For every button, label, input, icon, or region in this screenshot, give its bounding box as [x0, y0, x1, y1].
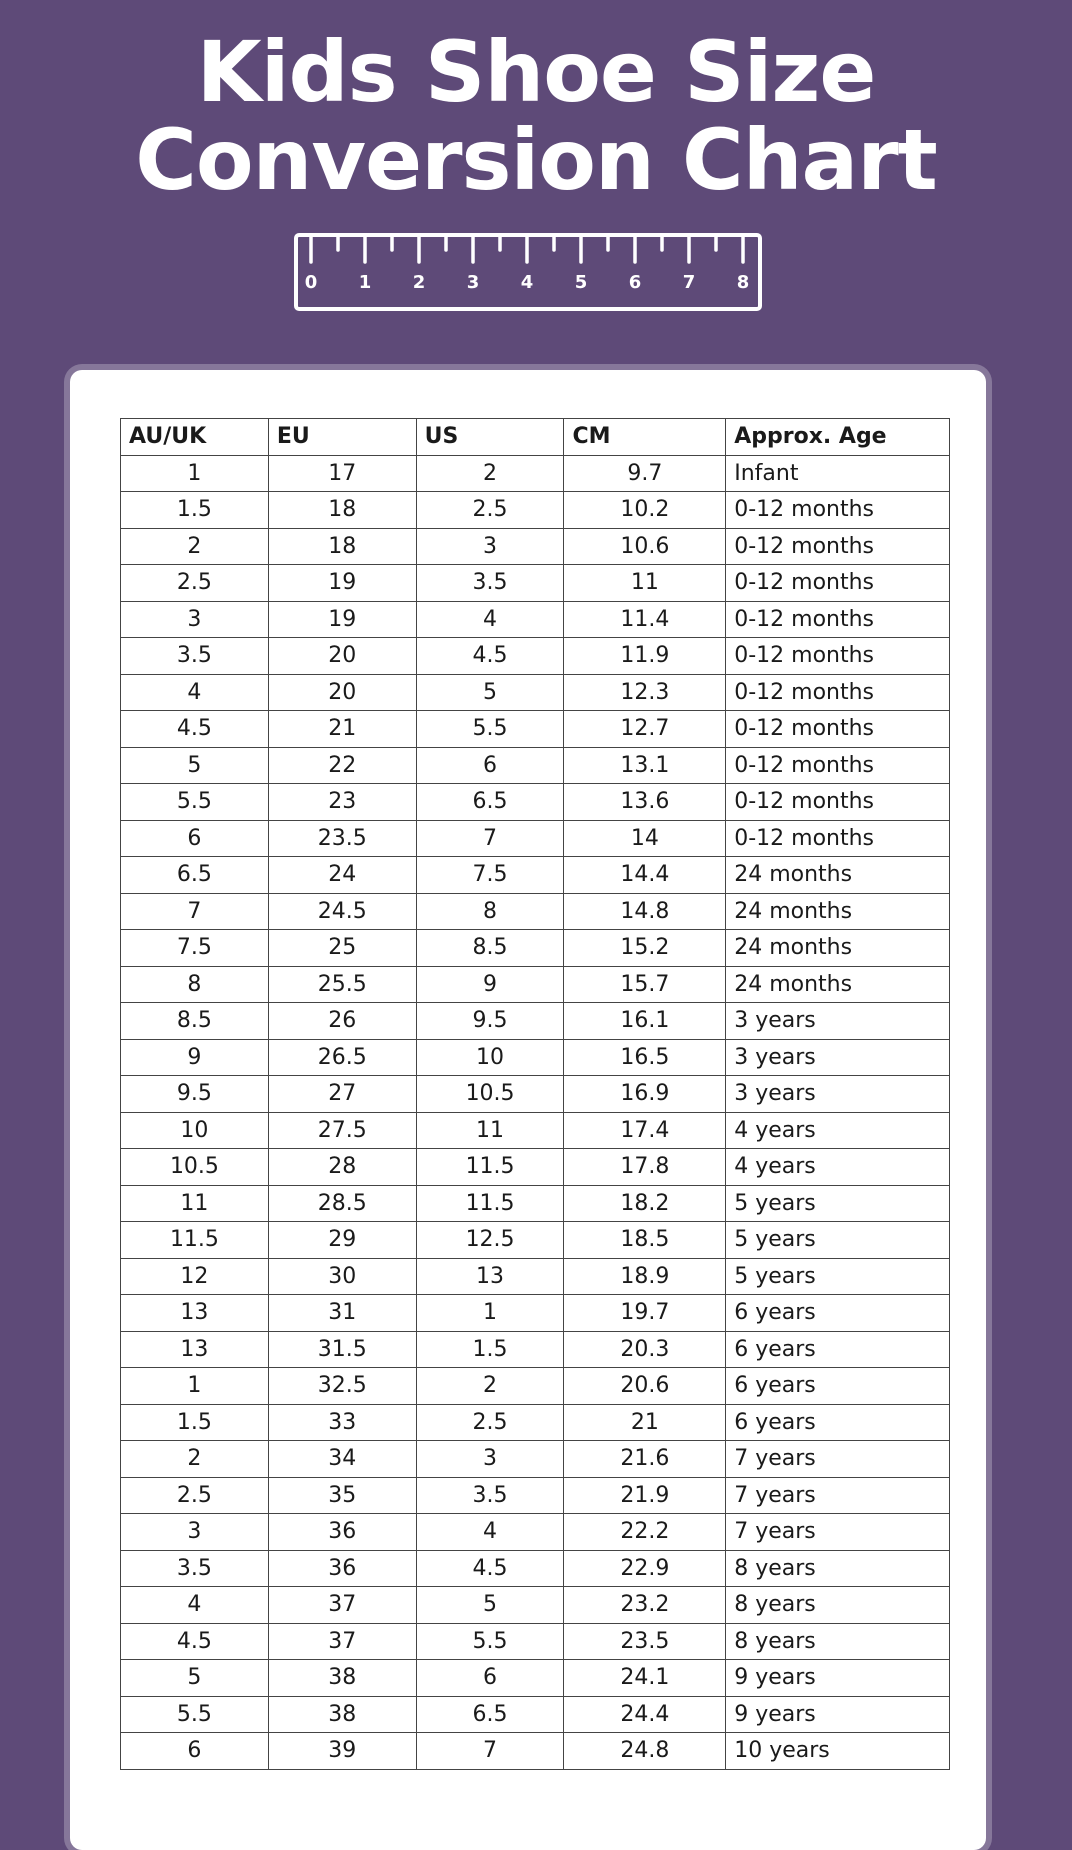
table-row [121, 528, 950, 565]
cell-us: 4.5 [416, 638, 564, 675]
cell-eu: 27 [268, 1076, 416, 1113]
cell-approx-age: 4 years [726, 1112, 950, 1149]
cell-us: 8.5 [416, 930, 564, 967]
cell-eu: 21 [268, 711, 416, 748]
table-row [121, 1660, 950, 1697]
table-row [121, 820, 950, 857]
cell-us: 5.5 [416, 1623, 564, 1660]
cell-au-uk: 10.5 [121, 1149, 269, 1186]
cell-approx-age: 0-12 months [726, 565, 950, 602]
cell-us: 2.5 [416, 492, 564, 529]
cell-us: 4 [416, 601, 564, 638]
ruler-number: 5 [574, 272, 588, 293]
cell-us: 5.5 [416, 711, 564, 748]
cell-cm: 11 [564, 565, 726, 602]
cell-au-uk: 8 [121, 966, 269, 1003]
cell-cm: 24.1 [564, 1660, 726, 1697]
table-body [121, 455, 950, 1769]
ruler-number: 4 [520, 272, 534, 293]
cell-cm: 10.2 [564, 492, 726, 529]
table-header-row [121, 419, 950, 456]
cell-cm: 24.8 [564, 1733, 726, 1770]
cell-au-uk: 7 [121, 893, 269, 930]
table-row [121, 893, 950, 930]
cell-eu: 28.5 [268, 1185, 416, 1222]
cell-cm: 11.4 [564, 601, 726, 638]
cell-cm: 10.6 [564, 528, 726, 565]
table-row [121, 1368, 950, 1405]
table-row [121, 565, 950, 602]
cell-cm: 24.4 [564, 1696, 726, 1733]
cell-cm: 22.9 [564, 1550, 726, 1587]
cell-approx-age: 3 years [726, 1076, 950, 1113]
cell-us: 7 [416, 820, 564, 857]
cell-us: 11.5 [416, 1149, 564, 1186]
cell-us: 10.5 [416, 1076, 564, 1113]
cell-au-uk: 9.5 [121, 1076, 269, 1113]
cell-us: 6 [416, 1660, 564, 1697]
cell-approx-age: 8 years [726, 1623, 950, 1660]
cell-eu: 30 [268, 1258, 416, 1295]
cell-eu: 19 [268, 565, 416, 602]
cell-au-uk: 1 [121, 455, 269, 492]
cell-approx-age: 8 years [726, 1587, 950, 1624]
cell-us: 2 [416, 455, 564, 492]
cell-us: 7 [416, 1733, 564, 1770]
cell-cm: 21 [564, 1404, 726, 1441]
ruler-number: 2 [412, 272, 426, 293]
cell-au-uk: 1.5 [121, 1404, 269, 1441]
cell-approx-age: 5 years [726, 1185, 950, 1222]
cell-us: 3 [416, 528, 564, 565]
cell-approx-age: 0-12 months [726, 492, 950, 529]
cell-us: 6 [416, 747, 564, 784]
cell-cm: 17.4 [564, 1112, 726, 1149]
cell-au-uk: 3 [121, 1514, 269, 1551]
cell-approx-age: 24 months [726, 930, 950, 967]
cell-us: 3.5 [416, 1477, 564, 1514]
cell-cm: 22.2 [564, 1514, 726, 1551]
cell-approx-age: 3 years [726, 1039, 950, 1076]
ruler-number: 3 [466, 272, 480, 293]
table-row [121, 1258, 950, 1295]
header-eu: EU [268, 419, 416, 456]
table-row [121, 784, 950, 821]
cell-approx-age: 0-12 months [726, 747, 950, 784]
cell-approx-age: 6 years [726, 1295, 950, 1332]
ruler-number: 7 [682, 272, 696, 293]
cell-us: 8 [416, 893, 564, 930]
cell-us: 9 [416, 966, 564, 1003]
cell-eu: 37 [268, 1623, 416, 1660]
cell-eu: 27.5 [268, 1112, 416, 1149]
table-row [121, 674, 950, 711]
cell-approx-age: 0-12 months [726, 601, 950, 638]
cell-approx-age: 5 years [726, 1258, 950, 1295]
cell-au-uk: 9 [121, 1039, 269, 1076]
cell-eu: 33 [268, 1404, 416, 1441]
table-row [121, 1331, 950, 1368]
cell-au-uk: 11 [121, 1185, 269, 1222]
cell-approx-age: 8 years [726, 1550, 950, 1587]
cell-cm: 16.1 [564, 1003, 726, 1040]
table-row [121, 1404, 950, 1441]
cell-approx-age: 0-12 months [726, 711, 950, 748]
cell-eu: 26 [268, 1003, 416, 1040]
table-row [121, 638, 950, 675]
header-us: US [416, 419, 564, 456]
cell-eu: 23.5 [268, 820, 416, 857]
cell-cm: 9.7 [564, 455, 726, 492]
table-row [121, 601, 950, 638]
cell-approx-age: 0-12 months [726, 674, 950, 711]
cell-cm: 13.1 [564, 747, 726, 784]
cell-eu: 31 [268, 1295, 416, 1332]
table-row [121, 1550, 950, 1587]
ruler-number: 8 [736, 272, 750, 293]
cell-approx-age: 0-12 months [726, 638, 950, 675]
ruler-icon [293, 232, 763, 312]
table-row [121, 1623, 950, 1660]
cell-us: 9.5 [416, 1003, 564, 1040]
size-chart-card [70, 370, 986, 1850]
cell-cm: 21.6 [564, 1441, 726, 1478]
cell-cm: 23.2 [564, 1587, 726, 1624]
cell-eu: 37 [268, 1587, 416, 1624]
header-au-uk: AU/UK [121, 419, 269, 456]
cell-us: 11.5 [416, 1185, 564, 1222]
cell-eu: 39 [268, 1733, 416, 1770]
cell-approx-age: 9 years [726, 1696, 950, 1733]
cell-eu: 34 [268, 1441, 416, 1478]
cell-au-uk: 2.5 [121, 565, 269, 602]
table-row [121, 455, 950, 492]
cell-eu: 18 [268, 492, 416, 529]
table-row [121, 1733, 950, 1770]
cell-eu: 23 [268, 784, 416, 821]
cell-us: 5 [416, 1587, 564, 1624]
cell-approx-age: 6 years [726, 1368, 950, 1405]
cell-cm: 16.9 [564, 1076, 726, 1113]
cell-eu: 35 [268, 1477, 416, 1514]
cell-eu: 38 [268, 1696, 416, 1733]
cell-approx-age: 0-12 months [726, 820, 950, 857]
cell-approx-age: 0-12 months [726, 528, 950, 565]
cell-au-uk: 6.5 [121, 857, 269, 894]
cell-au-uk: 2 [121, 1441, 269, 1478]
cell-us: 2 [416, 1368, 564, 1405]
cell-approx-age: 7 years [726, 1477, 950, 1514]
cell-approx-age: 0-12 months [726, 784, 950, 821]
cell-us: 4 [416, 1514, 564, 1551]
table-row [121, 1514, 950, 1551]
cell-cm: 12.3 [564, 674, 726, 711]
cell-eu: 28 [268, 1149, 416, 1186]
cell-cm: 15.2 [564, 930, 726, 967]
page-title-line-2: Conversion Chart [135, 111, 937, 209]
cell-au-uk: 13 [121, 1331, 269, 1368]
table-row [121, 747, 950, 784]
cell-us: 3.5 [416, 565, 564, 602]
cell-au-uk: 11.5 [121, 1222, 269, 1259]
table-row [121, 1587, 950, 1624]
table-row [121, 1003, 950, 1040]
cell-au-uk: 3.5 [121, 638, 269, 675]
table-row [121, 1477, 950, 1514]
cell-au-uk: 1.5 [121, 492, 269, 529]
cell-cm: 11.9 [564, 638, 726, 675]
cell-au-uk: 10 [121, 1112, 269, 1149]
cell-au-uk: 3.5 [121, 1550, 269, 1587]
cell-cm: 12.7 [564, 711, 726, 748]
cell-au-uk: 5 [121, 747, 269, 784]
cell-approx-age: 4 years [726, 1149, 950, 1186]
table-row [121, 966, 950, 1003]
header-approx-age: Approx. Age [726, 419, 950, 456]
cell-eu: 20 [268, 674, 416, 711]
cell-approx-age: 7 years [726, 1441, 950, 1478]
cell-eu: 25.5 [268, 966, 416, 1003]
cell-approx-age: 6 years [726, 1404, 950, 1441]
cell-au-uk: 7.5 [121, 930, 269, 967]
cell-cm: 14.4 [564, 857, 726, 894]
table-row [121, 1112, 950, 1149]
cell-us: 7.5 [416, 857, 564, 894]
table-row [121, 857, 950, 894]
cell-us: 5 [416, 674, 564, 711]
cell-eu: 31.5 [268, 1331, 416, 1368]
cell-cm: 16.5 [564, 1039, 726, 1076]
cell-eu: 24.5 [268, 893, 416, 930]
cell-au-uk: 8.5 [121, 1003, 269, 1040]
cell-au-uk: 5 [121, 1660, 269, 1697]
cell-cm: 21.9 [564, 1477, 726, 1514]
size-conversion-table [120, 418, 950, 1770]
cell-au-uk: 4 [121, 674, 269, 711]
table-row [121, 1185, 950, 1222]
cell-approx-age: 9 years [726, 1660, 950, 1697]
cell-eu: 25 [268, 930, 416, 967]
cell-cm: 18.2 [564, 1185, 726, 1222]
cell-approx-age: 3 years [726, 1003, 950, 1040]
cell-eu: 20 [268, 638, 416, 675]
cell-cm: 20.6 [564, 1368, 726, 1405]
cell-eu: 24 [268, 857, 416, 894]
cell-au-uk: 4.5 [121, 711, 269, 748]
cell-cm: 14 [564, 820, 726, 857]
table-row [121, 1076, 950, 1113]
cell-au-uk: 2 [121, 528, 269, 565]
cell-us: 6.5 [416, 1696, 564, 1733]
cell-eu: 38 [268, 1660, 416, 1697]
table-row [121, 1441, 950, 1478]
cell-cm: 14.8 [564, 893, 726, 930]
cell-us: 1 [416, 1295, 564, 1332]
cell-cm: 15.7 [564, 966, 726, 1003]
table-row [121, 930, 950, 967]
cell-au-uk: 5.5 [121, 1696, 269, 1733]
cell-eu: 19 [268, 601, 416, 638]
header-cm: CM [564, 419, 726, 456]
cell-cm: 18.5 [564, 1222, 726, 1259]
ruler-number: 1 [358, 272, 372, 293]
cell-eu: 36 [268, 1550, 416, 1587]
cell-cm: 17.8 [564, 1149, 726, 1186]
ruler-number: 0 [304, 272, 318, 293]
page-title-line-1: Kids Shoe Size [196, 23, 876, 121]
cell-au-uk: 4.5 [121, 1623, 269, 1660]
cell-au-uk: 3 [121, 601, 269, 638]
cell-approx-age: 6 years [726, 1331, 950, 1368]
cell-us: 13 [416, 1258, 564, 1295]
cell-approx-age: 7 years [726, 1514, 950, 1551]
cell-approx-age: 5 years [726, 1222, 950, 1259]
cell-au-uk: 6 [121, 820, 269, 857]
table-row [121, 1222, 950, 1259]
cell-au-uk: 12 [121, 1258, 269, 1295]
cell-us: 2.5 [416, 1404, 564, 1441]
cell-approx-age: Infant [726, 455, 950, 492]
cell-approx-age: 24 months [726, 966, 950, 1003]
cell-eu: 17 [268, 455, 416, 492]
ruler-number: 6 [628, 272, 642, 293]
cell-cm: 20.3 [564, 1331, 726, 1368]
cell-us: 3 [416, 1441, 564, 1478]
cell-us: 12.5 [416, 1222, 564, 1259]
table-row [121, 1295, 950, 1332]
cell-us: 1.5 [416, 1331, 564, 1368]
table-row [121, 1149, 950, 1186]
table-row [121, 1696, 950, 1733]
cell-cm: 18.9 [564, 1258, 726, 1295]
cell-us: 11 [416, 1112, 564, 1149]
cell-eu: 18 [268, 528, 416, 565]
cell-approx-age: 24 months [726, 857, 950, 894]
cell-eu: 22 [268, 747, 416, 784]
cell-cm: 13.6 [564, 784, 726, 821]
cell-us: 4.5 [416, 1550, 564, 1587]
cell-au-uk: 13 [121, 1295, 269, 1332]
table-row [121, 1039, 950, 1076]
cell-eu: 29 [268, 1222, 416, 1259]
cell-au-uk: 5.5 [121, 784, 269, 821]
cell-cm: 19.7 [564, 1295, 726, 1332]
cell-au-uk: 6 [121, 1733, 269, 1770]
cell-us: 10 [416, 1039, 564, 1076]
cell-eu: 32.5 [268, 1368, 416, 1405]
cell-au-uk: 2.5 [121, 1477, 269, 1514]
cell-au-uk: 1 [121, 1368, 269, 1405]
cell-approx-age: 24 months [726, 893, 950, 930]
cell-eu: 26.5 [268, 1039, 416, 1076]
table-row [121, 492, 950, 529]
cell-approx-age: 10 years [726, 1733, 950, 1770]
cell-cm: 23.5 [564, 1623, 726, 1660]
cell-au-uk: 4 [121, 1587, 269, 1624]
cell-eu: 36 [268, 1514, 416, 1551]
table-row [121, 711, 950, 748]
cell-us: 6.5 [416, 784, 564, 821]
